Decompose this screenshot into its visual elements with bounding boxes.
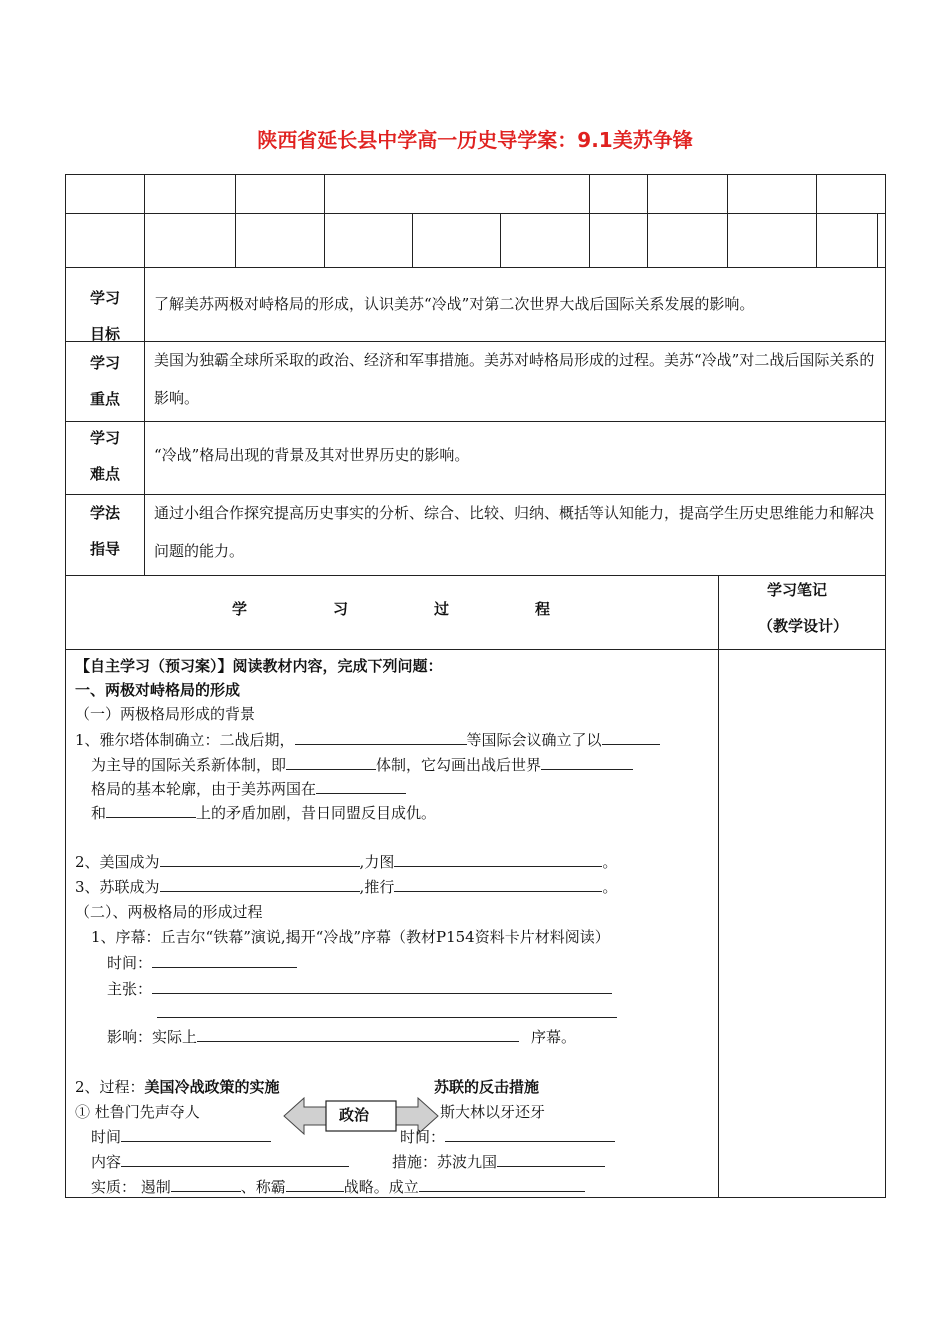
process-header-3: 过 bbox=[434, 600, 450, 618]
prologue-line: 1、序幕：丘吉尔“铁幕”演说,揭开“冷战”序幕（教材P154资料卡片材料阅读） bbox=[91, 928, 610, 946]
q1-line2: 为主导的国际关系新体制，即 体制，它勾画出战后世界 bbox=[91, 754, 633, 775]
stalin-line: 斯大林以牙还牙 bbox=[440, 1103, 546, 1121]
us-time: 时间 bbox=[91, 1126, 271, 1147]
q3-line: 3、苏联成为 ,推行 。 bbox=[75, 878, 618, 896]
process-header-4: 程 bbox=[535, 600, 551, 618]
prologue-time: 时间： bbox=[107, 952, 297, 973]
politics-label: 政治 bbox=[339, 1106, 370, 1124]
process-line: 2、过程：美国冷战政策的实施 bbox=[75, 1078, 280, 1096]
section-heading-1: 一、两极对峙格局的形成 bbox=[75, 681, 241, 699]
process-header-2: 习 bbox=[333, 600, 349, 618]
q1-line4: 和 上的矛盾加剧，昔日同盟反目成仇。 bbox=[91, 804, 437, 822]
truman-line: ① 杜鲁门先声夺人 bbox=[75, 1103, 200, 1121]
page-title: 陕西省延长县中学高一历史导学案：9.1美苏争锋 bbox=[257, 128, 693, 152]
row-text-method: 通过小组合作探究提高历史事实的分析、综合、比较、归纳、概括等认知能力，提高学生历史思维能力和解决问题的能力。 bbox=[154, 504, 875, 560]
su-measure: 措施：苏波九国 bbox=[392, 1151, 605, 1172]
row-text-difficulty: “冷战”格局出现的背景及其对世界历史的影响。 bbox=[154, 446, 470, 464]
essence-line: 实质： 遏制 、称霸 战略。成立 bbox=[91, 1176, 585, 1197]
self-study-intro: 【自主学习（预习案）】阅读教材内容，完成下列问题： bbox=[75, 657, 443, 675]
row-label-goal: 学习 目标 bbox=[89, 289, 120, 343]
subsection-process: （二）、两极格局的形成过程 bbox=[75, 903, 263, 921]
prologue-impact: 影响：实际上 序幕。 bbox=[107, 1028, 577, 1046]
header-grid bbox=[65, 174, 886, 268]
q2-line: 2、美国成为 ,力图 。 bbox=[75, 853, 618, 871]
row-label-method: 学法 指导 bbox=[89, 504, 120, 558]
q1-line3: 格局的基本轮廓，由于美苏两国在 bbox=[91, 778, 406, 799]
subsection-background: （一）两极格局形成的背景 bbox=[75, 705, 256, 723]
row-text-goal: 了解美苏两极对峙格局的形成，认识美苏“冷战”对第二次世界大战后国际关系发展的影响。 bbox=[154, 295, 755, 313]
row-label-key: 学习 重点 bbox=[89, 354, 120, 408]
soviet-heading: 苏联的反击措施 bbox=[434, 1078, 540, 1096]
us-content: 内容 bbox=[91, 1151, 349, 1172]
row-text-key: 美国为独霸全球所采取的政治、经济和军事措施。美苏对峙格局形成的过程。美苏“冷战”对二战后国际关系的影响。 bbox=[154, 351, 875, 407]
notes-header-line2: （教学设计） bbox=[758, 617, 849, 635]
prologue-claim: 主张： bbox=[107, 978, 612, 999]
q1-line1: 1、雅尔塔体制确立：二战后期， 等国际会议确立了以 bbox=[75, 729, 660, 750]
su-time: 时间： bbox=[400, 1126, 615, 1147]
process-header-1: 学 bbox=[232, 600, 248, 618]
notes-header-line1: 学习笔记 bbox=[767, 581, 828, 599]
row-label-difficulty: 学习 难点 bbox=[89, 429, 120, 483]
